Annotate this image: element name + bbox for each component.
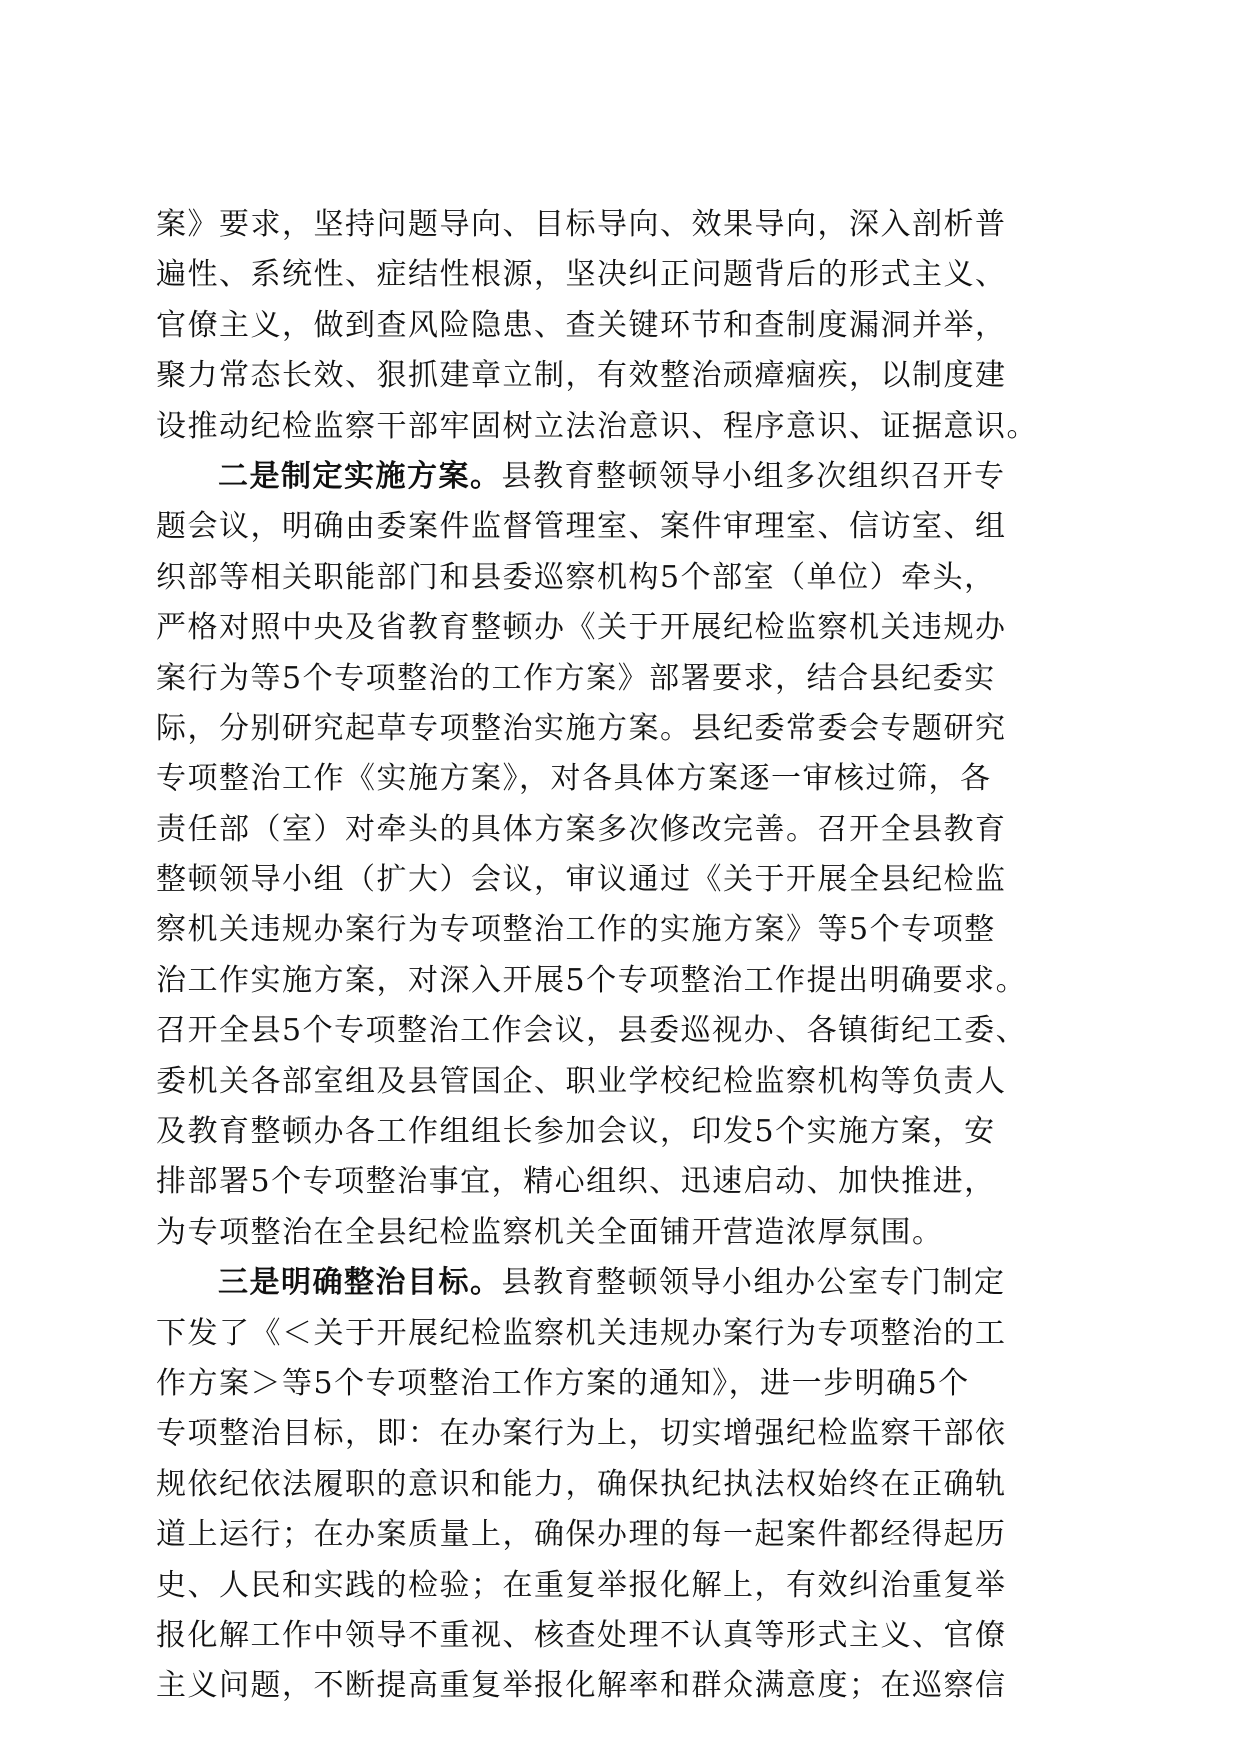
text-line: 为专项整治在全县纪检监察机关全面铺开营造浓厚氛围。 bbox=[156, 1214, 944, 1250]
text-line: 整顿领导小组（扩大）会议，审议通过《关于开展全县纪检监 bbox=[156, 862, 1007, 898]
text-line: 治工作实施方案，对深入开展5个专项整治工作提出明确要求。 bbox=[156, 962, 1028, 998]
paragraph-first-line bbox=[156, 1258, 1086, 1308]
text-line: 委机关各部室组及县管国企、职业学校纪检监察机构等负责人 bbox=[156, 1063, 1007, 1099]
text-line: 规依纪依法履职的意识和能力，确保执纪执法权始终在正确轨 bbox=[156, 1466, 1007, 1502]
text-line: 设推动纪检监察干部牢固树立法治意识、程序意识、证据意识。 bbox=[156, 408, 1038, 444]
text-line: 官僚主义，做到查风险隐患、查关键环节和查制度漏洞并举， bbox=[156, 307, 1007, 343]
text-line: 聚力常态长效、狠抓建章立制，有效整治顽瘴痼疾，以制度建 bbox=[156, 358, 1007, 394]
text-line: 报化解工作中领导不重视、核查处理不认真等形式主义、官僚 bbox=[156, 1617, 1007, 1653]
paragraph-3 bbox=[156, 1258, 1086, 1712]
text-line: 案行为等5个专项整治的工作方案》部署要求，结合县纪委实 bbox=[156, 660, 996, 696]
text-line: 召开全县5个专项整治工作会议，县委巡视办、各镇街纪工委、 bbox=[156, 1013, 1028, 1049]
paragraph-heading: 三是明确整治目标。 bbox=[218, 1265, 502, 1301]
text-line: 案》要求，坚持问题导向、目标导向、效果导向，深入剖析普 bbox=[156, 207, 1007, 242]
paragraph-heading: 二是制定实施方案。 bbox=[218, 458, 502, 494]
text-line: 史、人民和实践的检验；在重复举报化解上，有效纠治重复举 bbox=[156, 1567, 1007, 1603]
text-line: 遍性、系统性、症结性根源，坚决纠正问题背后的形式主义、 bbox=[156, 257, 1007, 293]
text-line: 专项整治目标，即：在办案行为上，切实增强纪检监察干部依 bbox=[156, 1416, 1007, 1452]
paragraph-2 bbox=[156, 452, 1086, 1258]
document-body bbox=[156, 200, 1086, 1712]
text-run: 县教育整顿领导小组办公室专门制定 bbox=[501, 1265, 1006, 1301]
text-line: 专项整治工作《实施方案》，对各具体方案逐一审核过筛，各 bbox=[156, 761, 992, 797]
text-line: 主义问题，不断提高重复举报化解率和群众满意度；在巡察信 bbox=[156, 1668, 1007, 1704]
text-line: 际，分别研究起草专项整治实施方案。县纪委常委会专题研究 bbox=[156, 710, 1007, 746]
text-line: 道上运行；在办案质量上，确保办理的每一起案件都经得起历 bbox=[156, 1517, 1007, 1553]
text-line: 及教育整顿办各工作组组长参加会议，印发5个实施方案，安 bbox=[156, 1114, 996, 1150]
paragraph-first-line bbox=[156, 452, 1086, 502]
text-line: 责任部（室）对牵头的具体方案多次修改完善。召开全县教育 bbox=[156, 811, 1007, 847]
text-line: 察机关违规办案行为专项整治工作的实施方案》等5个专项整 bbox=[156, 912, 996, 948]
text-line: 严格对照中央及省教育整顿办《关于开展纪检监察机关违规办 bbox=[156, 610, 1007, 646]
text-line: 织部等相关职能部门和县委巡察机构5个部室（单位）牵头， bbox=[156, 559, 996, 595]
paragraph-1 bbox=[156, 200, 1086, 452]
text-run: 县教育整顿领导小组多次组织召开专 bbox=[501, 458, 1006, 494]
text-line: 作方案＞等5个专项整治工作方案的通知》，进一步明确5个 bbox=[156, 1365, 970, 1401]
text-line: 排部署5个专项整治事宜，精心组织、迅速启动、加快推进， bbox=[156, 1164, 996, 1200]
text-line: 题会议，明确由委案件监督管理室、案件审理室、信访室、组 bbox=[156, 509, 1007, 545]
text-line: 下发了《＜关于开展纪检监察机关违规办案行为专项整治的工 bbox=[156, 1315, 1007, 1351]
